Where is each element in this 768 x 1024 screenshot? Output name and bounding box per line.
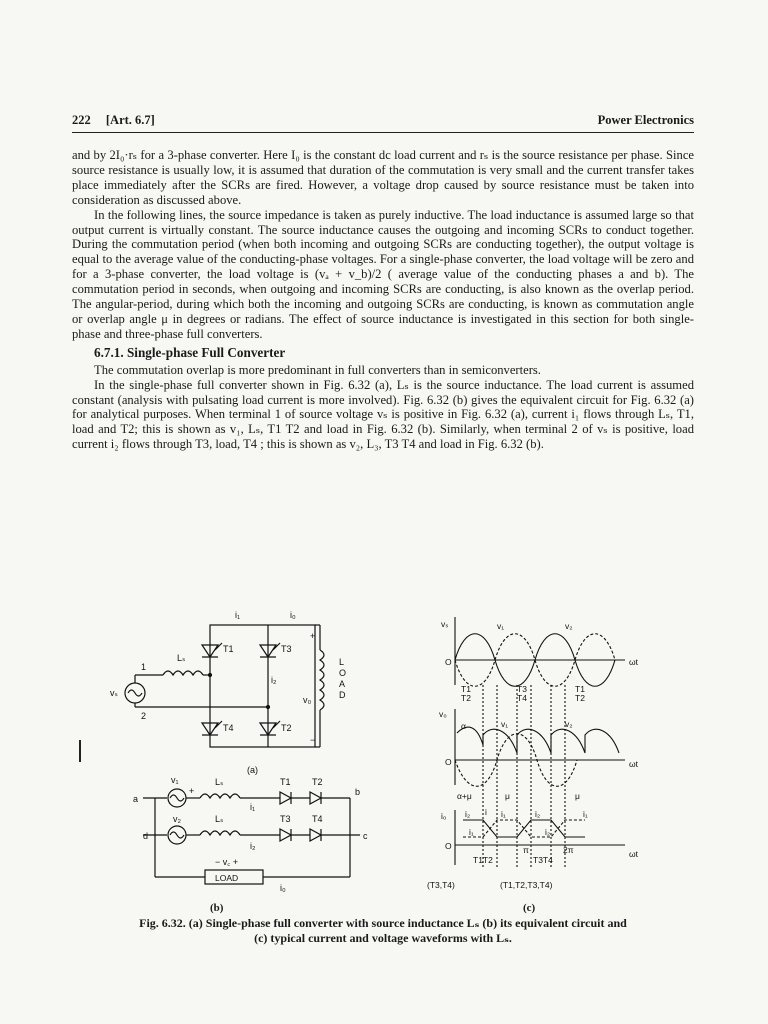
scr-T1 [202,643,222,657]
svg-text:v₁: v₁ [497,621,505,631]
svg-text:α: α [461,721,466,731]
svg-text:T3: T3 [517,684,527,694]
page-number: 222 [72,113,91,127]
sublabel-c: (c) [523,902,536,914]
paragraph-4: In the single-phase full converter shown in Fig. 6.32 (a), Lₛ is the source inductance. The load current is assumed constant (analysis with pulsating load current is more involved). Fig. 6.32 (b) gives the equivalent circuit for Fig. 6.32 (a) for analytical purposes. When terminal 1 of source voltage vₛ is positive in Fig. 6.32 (a), current i₁ flows through Lₛ, T1, load and T2; this is shown as v₁, Lₛ, T1 T2 and load in Fig. 6.32 (b). Similarly, when terminal 2 of vₛ is positive, load current i₂ flows through T3, load, T4 ; this is shown as v₂, L₃, T3 T4 and load in Fig. 6.32 (b). [72,377,694,452]
svg-text:v₁: v₁ [501,719,509,729]
figure-caption [72,916,694,946]
header-rule [72,132,694,133]
svg-text:D: D [339,690,346,700]
svg-text:1: 1 [141,662,147,672]
svg-text:+: + [310,631,316,641]
scr-T2 [260,721,280,735]
figure-6-32 [105,605,685,905]
svg-text:i₂: i₂ [465,809,471,819]
body-text [72,148,694,452]
svg-text:2: 2 [141,711,147,721]
article-ref: [Art. 6.7] [105,113,155,127]
caption-line-2: (c) typical current and voltage waveforms with Lₛ. [254,931,512,945]
svg-text:i₀: i₀ [280,883,286,893]
caption-line-1: Fig. 6.32. (a) Single-phase full converter with source inductance Lₛ (b) its equivalent circuit and [139,916,627,930]
svg-text:μ: μ [575,791,580,801]
svg-text:2π: 2π [563,845,574,855]
svg-text:A: A [339,679,346,689]
svg-text:d: d [143,831,149,841]
svg-text:v₂: v₂ [173,814,181,824]
svg-text:T3T4: T3T4 [533,855,553,865]
svg-text:i₁: i₁ [501,809,506,819]
scr-T4 [202,721,222,735]
svg-text:v₂: v₂ [565,719,573,729]
svg-text:i₂: i₂ [545,827,551,837]
svg-text:v₁: v₁ [171,775,179,785]
svg-text:O: O [445,757,452,767]
svg-text:LOAD: LOAD [215,873,239,883]
svg-text:T1: T1 [280,777,291,787]
svg-text:T4: T4 [517,693,527,703]
svg-text:i₂: i₂ [535,809,541,819]
svg-text:−: − [310,735,316,745]
svg-text:v₀: v₀ [303,695,312,705]
svg-text:i₁: i₁ [469,827,474,837]
svg-text:μ: μ [505,791,510,801]
svg-text:O: O [445,657,452,667]
svg-text:T2: T2 [575,693,585,703]
svg-text:T1: T1 [461,684,471,694]
svg-text:T1: T1 [575,684,585,694]
svg-text:T3: T3 [280,814,291,824]
book-title: Power Electronics [597,113,694,127]
svg-text:vₛ: vₛ [441,619,449,629]
inductor-ls-a [163,671,203,675]
svg-text:T1T2: T1T2 [473,855,493,865]
margin-bar [79,740,81,762]
svg-text:T4: T4 [312,814,323,824]
svg-text:ωt: ωt [629,759,638,769]
svg-text:O: O [339,668,347,678]
svg-text:O: O [445,841,452,851]
svg-text:b: b [355,787,361,797]
waveforms-c [455,617,625,867]
paragraph-2: In the following lines, the source impedance is taken as purely inductive. The load inductance is assumed large so that output current is virtually constant. The source inductance causes the outgoing and incoming SCRs to conduct together. During the commutation period (when both incoming and outgoing SCRs are conducting together), the output voltage is equal to the average value of the conducting-phase voltages. For a single-phase converter, the load voltage will be zero and for a 3-phase converter, the load voltage is (vₐ + v_b)/2 ( average value of the conducting phases a and b). The commutation period in seconds, when outgoing and incoming SCRs are conducting, is also known as the overlap period. The angular-period, during which both the incoming and outgoing SCRs are conducting, is known as commutation angle or overlap angle μ in degrees or radians. The effect of source inductance is investigated in this section for both single-phase and three-phase full converters. [72,207,694,341]
svg-text:(T1,T2,T3,T4): (T1,T2,T3,T4) [500,880,553,890]
svg-text:(a): (a) [247,765,258,775]
svg-text:− v꜀ +: − v꜀ + [215,857,239,867]
svg-text:i₂: i₂ [250,841,256,851]
svg-text:ωt: ωt [629,849,638,859]
svg-text:T2: T2 [281,723,292,733]
svg-text:T2: T2 [312,777,323,787]
section-heading: 6.7.1. Single-phase Full Converter [94,344,286,360]
svg-text:ωt: ωt [629,657,638,667]
svg-text:T1: T1 [223,644,234,654]
svg-text:i₁: i₁ [235,610,241,620]
svg-text:T2: T2 [461,693,471,703]
page-header [72,113,694,133]
svg-text:v₂: v₂ [565,621,573,631]
svg-text:+: + [189,786,195,796]
paragraph-3: The commutation overlap is more predominant in full converters than in semiconverters. [94,362,541,377]
svg-text:i₀: i₀ [441,811,447,821]
svg-text:α+μ: α+μ [457,791,472,801]
svg-text:T4: T4 [223,723,234,733]
svg-text:i₂: i₂ [271,675,277,685]
svg-text:i₁: i₁ [583,809,588,819]
svg-text:Lₛ: Lₛ [215,814,224,824]
svg-text:i₁: i₁ [250,802,256,812]
svg-text:a: a [133,794,139,804]
svg-text:(T3,T4): (T3,T4) [427,880,455,890]
svg-text:π: π [523,845,529,855]
scr-T3 [260,643,280,657]
paragraph-1: and by 2I₀·rₛ for a 3-phase converter. Here I₀ is the constant dc load current and rₛ is the source resistance per phase. Since source resistance is usually low, it is assumed that duration of the commutation is very small and the current transfer takes place immediately after the SCRs are fired. However, a voltage drop caused by source resistance must be taken into consideration as discussed above. [72,148,694,207]
svg-text:i₀: i₀ [290,610,296,620]
svg-text:Lₛ: Lₛ [215,777,224,787]
svg-text:vₛ: vₛ [110,688,118,698]
svg-text:c: c [363,831,368,841]
svg-text:L: L [339,657,345,667]
svg-text:v₀: v₀ [439,709,447,719]
svg-text:i: i [485,807,487,817]
svg-text:T3: T3 [281,644,292,654]
svg-text:Lₛ: Lₛ [177,653,186,663]
sublabel-b: (b) [210,902,224,914]
